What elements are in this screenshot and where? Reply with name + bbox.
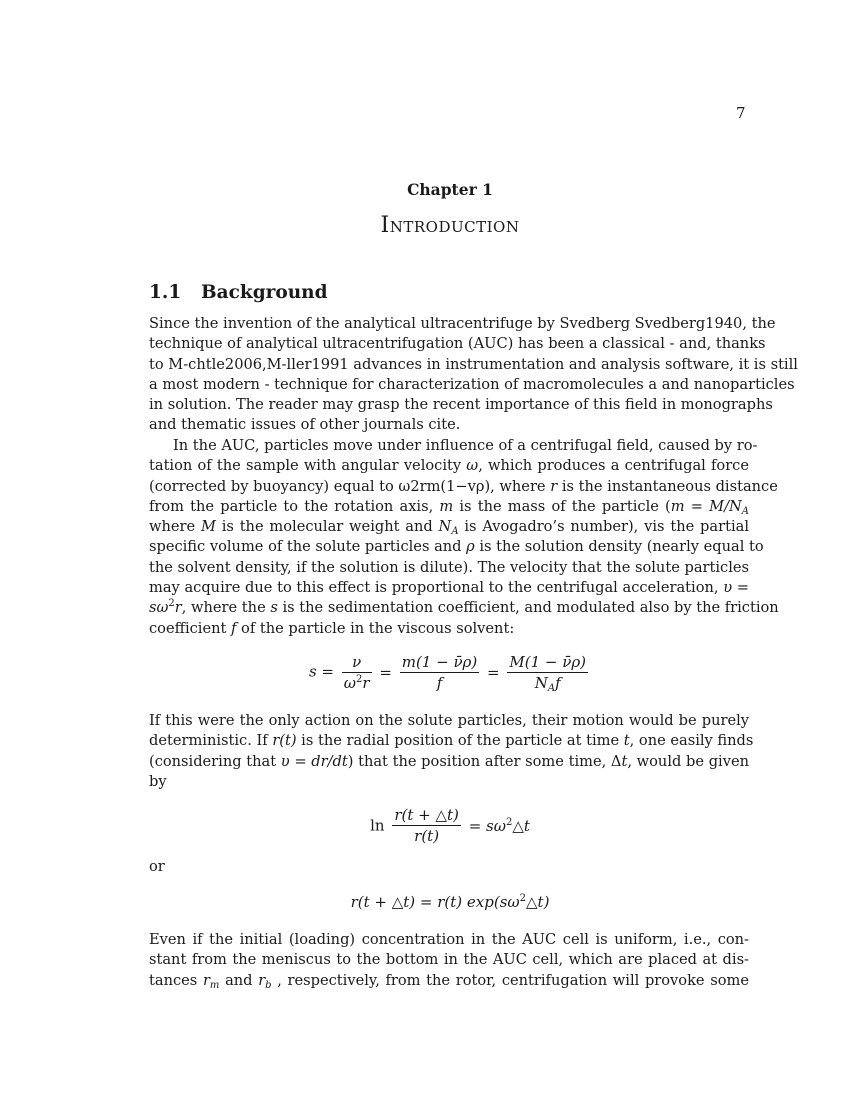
equation-log-ratio: ln $\frac{r(t + \triangle t)}{r(t)}$ = $s\omega^2\triangle t$	[370, 806, 530, 845]
text-line: (corrected by buoyancy) equal to ω2rm(1−vρ), where r is the instantaneous distance	[149, 477, 778, 495]
section-number: 1.1	[149, 282, 182, 303]
text-line: $s\omega^2r$, where the s is the sedimentation coefficient, and modulated also by the friction	[149, 598, 779, 617]
paragraph-2	[149, 436, 779, 639]
equation-position: r(t + △t) = r(t) $\exp(s\omega^2\triangle t)$	[350, 893, 550, 911]
section-title: Background	[201, 282, 328, 303]
paragraph-1	[149, 314, 798, 436]
text-line: a most modern - technique for characterization of macromolecules a and nanoparticles	[149, 375, 795, 393]
chapter-title: Introduction	[380, 213, 520, 238]
text-line: Even if the initial (loading) concentration in the AUC cell is uniform, i.e., con-	[149, 931, 749, 948]
text-line: deterministic. If r(t) is the radial position of the particle at time t, one easily finds	[149, 732, 754, 750]
text-line: where M is the molecular weight and $N_A$ is Avogadro’s number), vis the partial	[149, 518, 749, 538]
fraction: $\frac{r(t + \triangle t)}{r(t)}$	[394, 806, 459, 845]
chapter-label: Chapter 1	[407, 180, 493, 199]
text-line: from the particle to the rotation axis, m is the mass of the particle ($m = M/N_A$	[149, 497, 750, 517]
text-line: technique of analytical ultracentrifugation (AUC) has been a classical - and, thanks	[149, 335, 766, 353]
text-line: the solvent density, if the solution is dilute). The velocity that the solute particles	[149, 558, 749, 576]
text-line: may acquire due to this effect is proportional to the centrifugal acceleration, υ =	[149, 579, 749, 597]
text-line: Since the invention of the analytical ultracentrifuge by Svedberg Svedberg1940, the	[149, 315, 776, 332]
text-line: in solution. The reader may grasp the recent importance of this field in monographs	[149, 396, 773, 414]
paragraph-3	[149, 711, 754, 792]
text-line: to M-chtle2006,M-ller1991 advances in instrumentation and analysis software, it is still	[149, 355, 798, 373]
text-line: tation of the sample with angular velocity ω, which produces a centrifugal force	[149, 457, 749, 475]
text-line: If this were the only action on the solute particles, their motion would be purely	[149, 712, 749, 729]
connector-word: or	[149, 858, 165, 875]
text-line: In the AUC, particles move under influence of a centrifugal field, caused by ro-	[173, 437, 758, 454]
fraction: $\frac{\nu}{\omega^2r}$	[343, 653, 370, 692]
page-number: 7	[736, 104, 746, 122]
text-line: and thematic issues of other journals cite.	[149, 416, 461, 434]
text-line: coefficient f of the particle in the viscous solvent:	[149, 619, 515, 637]
section-heading	[149, 282, 328, 303]
text-line: stant from the meniscus to the bottom in the AUC cell, which are placed at dis-	[149, 951, 749, 969]
text-line: specific volume of the solute particles and ρ is the solution density (nearly equal to	[149, 538, 764, 556]
equation-sedimentation-coefficient: s = $\frac{\nu}{\omega^2r}$ = $\frac{m(1 - \nū\rho)}{f}$ = $\frac{M(1 - \nū\rho)}{N_Af}$	[308, 653, 587, 694]
paragraph-4	[149, 930, 749, 991]
fraction: $\frac{m(1 - \nū\rho)}{f}$	[401, 653, 478, 692]
text-line: by	[149, 772, 167, 790]
fraction: $\frac{M(1 - \nū\rho)}{N_Af}$	[509, 653, 587, 694]
text-line: (considering that υ = dr/dt) that the position after some time, Δt, would be given	[149, 752, 749, 770]
text-line: tances $r_m$ and $r_b$ , respectively, from the rotor, centrifugation will provoke some	[149, 971, 749, 991]
